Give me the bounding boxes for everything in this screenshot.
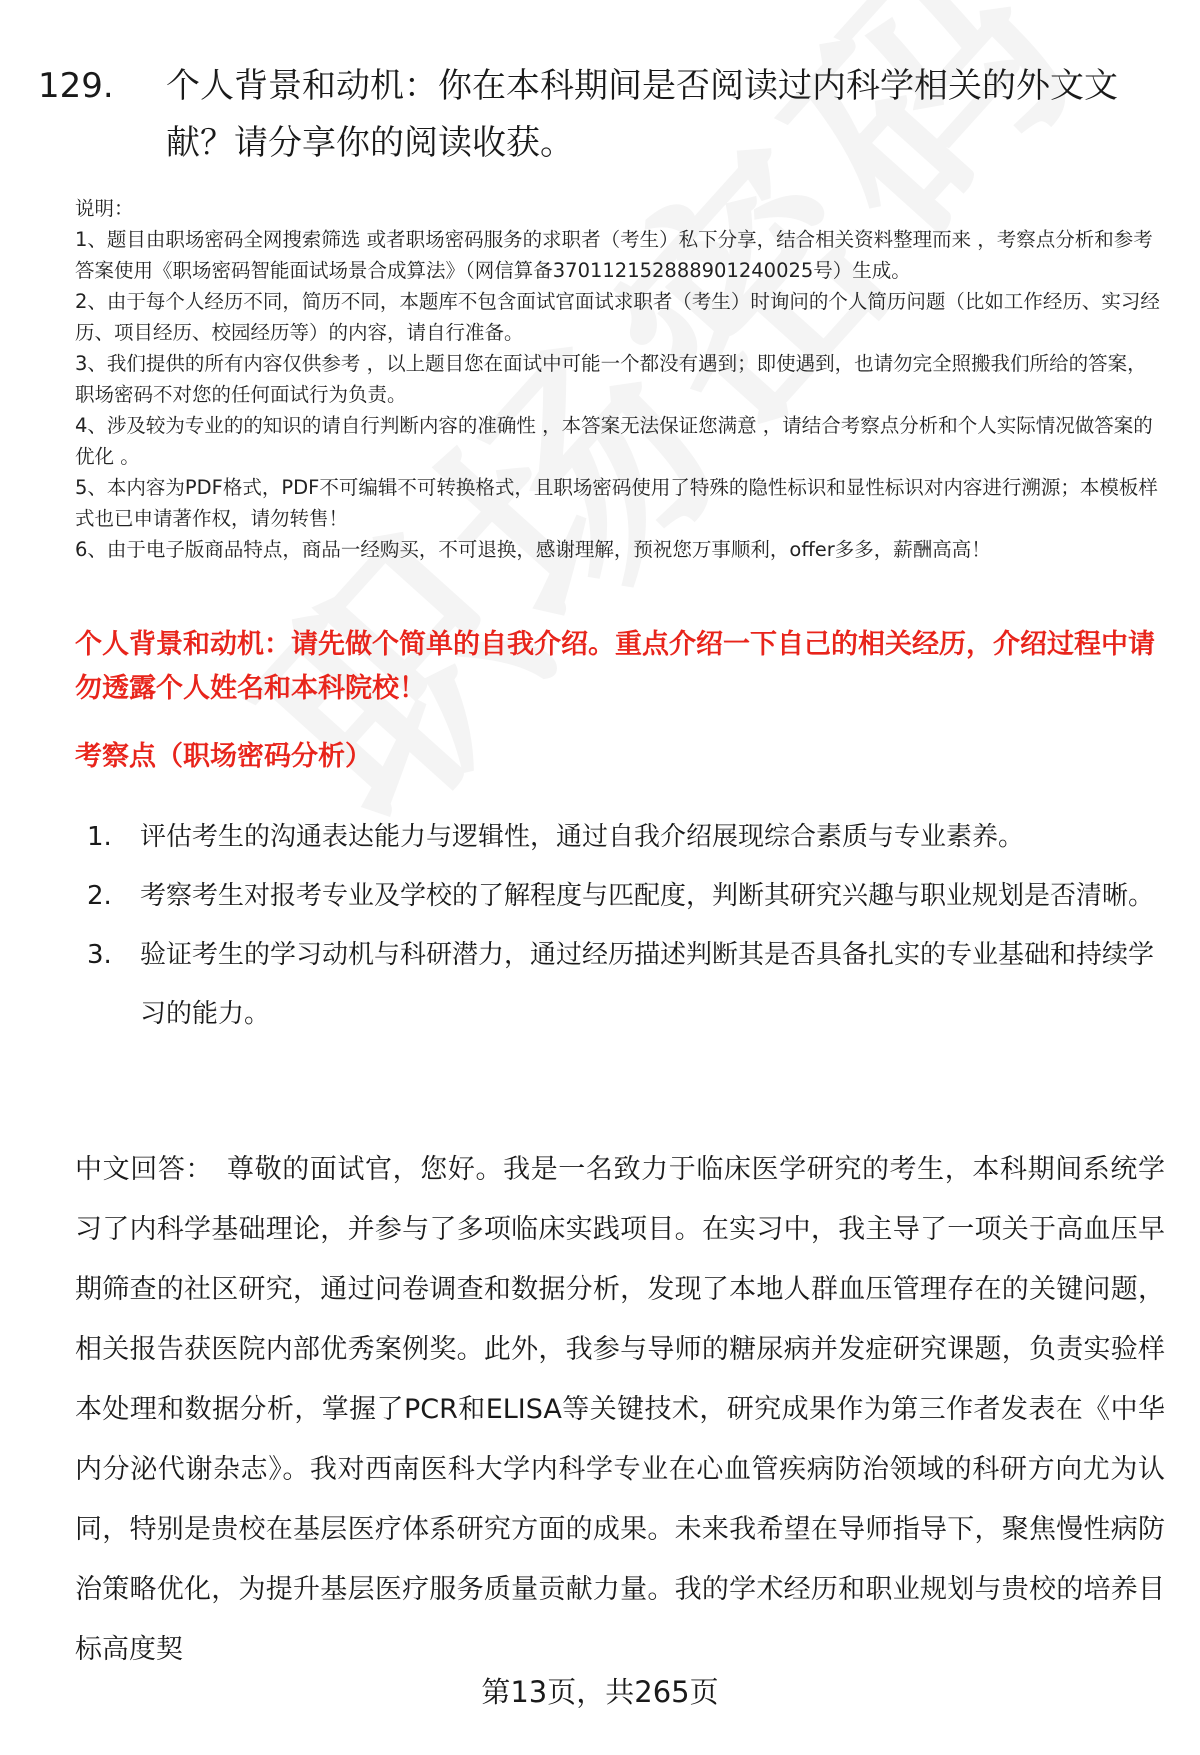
point-number: 2.: [87, 881, 112, 911]
point-text: 验证考生的学习动机与科研潜力，通过经历描述判断其是否具备扎实的专业基础和持续学习的能力。: [140, 940, 1155, 1029]
question-text: 个人背景和动机：你在本科期间是否阅读过内科学相关的外文文献？请分享你的阅读收获。: [166, 66, 1118, 163]
note-item: 6、由于电子版商品特点，商品一经购买，不可退换，感谢理解，预祝您万事顺利，offer多多，薪酬高高！: [75, 538, 991, 561]
point-text: 考察考生对报考专业及学校的了解程度与匹配度，判断其研究兴趣与职业规划是否清晰。: [140, 881, 1155, 911]
note-item: 3、我们提供的所有内容仅供参考 ，以上题目您在面试中可能一个都没有遇到；即使遇到，也请勿完全照搬我们所给的答案，职场密码不对您的任何面试行为负责。: [75, 352, 1147, 406]
analysis-point: [75, 808, 1165, 867]
point-number: 3.: [87, 940, 112, 970]
page-footer: 第13页，共265页: [481, 1675, 719, 1709]
note-item: 4、涉及较为专业的的知识的请自行判断内容的准确性 ，本答案无法保证您满意 ，请结合考察点分析和个人实际情况做答案的优化 。: [75, 414, 1153, 468]
question-title: [38, 58, 1168, 172]
intro-question: 个人背景和动机：请先做个简单的自我介绍。重点介绍一下自己的相关经历，介绍过程中请勿透露个人姓名和本科院校！: [75, 629, 1155, 704]
answer-label: 中文回答：: [75, 1154, 214, 1185]
analysis-points: [75, 808, 1165, 1044]
answer-section: [75, 1140, 1165, 1680]
note-item: 5、本内容为PDF格式，PDF不可编辑不可转换格式，且职场密码使用了特殊的隐性标识和显性标识对内容进行溯源；本模板样式也已申请著作权，请勿转售！: [75, 476, 1158, 530]
analysis-heading: 考察点（职场密码分析）: [75, 741, 372, 772]
notes-heading: 说明：: [75, 197, 134, 220]
note-item: 1、题目由职场密码全网搜索筛选 或者职场密码服务的求职者（考生）私下分享，结合相关资料整理而来 ，考察点分析和参考答案使用《职场密码智能面试场景合成算法》（网信算备370112152888901240025号）生成。: [75, 228, 1153, 282]
note-item: 2、由于每个人经历不同，简历不同，本题库不包含面试官面试求职者（考生）时询问的个人简历问题（比如工作经历、实习经历、项目经历、校园经历等）的内容，请自行准备。: [75, 290, 1160, 344]
analysis-point: [75, 926, 1165, 1044]
point-text: 评估考生的沟通表达能力与逻辑性，通过自我介绍展现综合素质与专业素养。: [140, 822, 1025, 852]
question-number: 129.: [38, 66, 114, 106]
answer-text: 尊敬的面试官，您好。我是一名致力于临床医学研究的考生，本科期间系统学习了内科学基础理论，并参与了多项临床实践项目。在实习中，我主导了一项关于高血压早期筛查的社区研究，通过问卷调查和数据分析，发现了本地人群血压管理存在的关键问题，相关报告获医院内部优秀案例奖。此外，我参与导师的糖尿病并发症研究课题，负责实验样本处理和数据分析，掌握了PCR和ELISA等关键技术，研究成果作为第三作者发表在《中华内分泌代谢杂志》。我对西南医科大学内科学专业在心血管疾病防治领域的科研方向尤为认同，特别是贵校在基层医疗体系研究方面的成果。未来我希望在导师指导下，聚焦慢性病防治策略优化，为提升基层医疗服务质量贡献力量。我的学术经历和职业规划与贵校的培养目标高度契: [75, 1154, 1166, 1665]
analysis-point: [75, 867, 1165, 926]
notes-section: [75, 193, 1160, 565]
point-number: 1.: [87, 822, 112, 852]
